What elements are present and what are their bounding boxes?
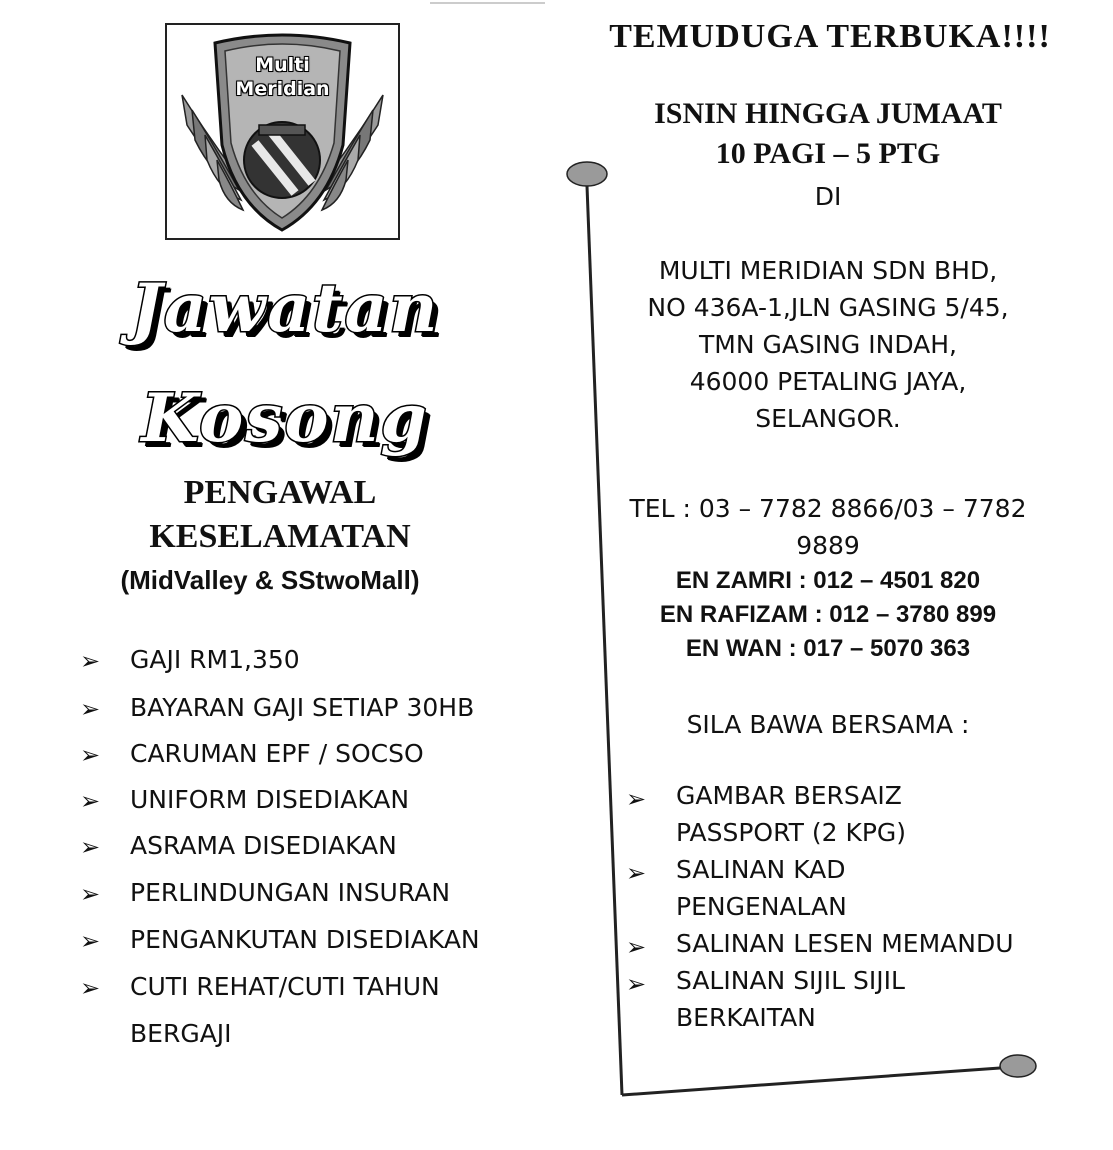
contact-rafizam: EN RAFIZAM : 012 – 3780 899 [659, 601, 997, 628]
arrow-bullet-icon: ➢ [626, 970, 647, 998]
logo-text-line2: Meridian [235, 78, 330, 100]
logo-text-line1: Multi [255, 54, 310, 76]
bring-item1-line2: PASSPORT (2 KPG) [676, 818, 907, 847]
arrow-bullet-icon: ➢ [80, 880, 101, 908]
benefit-item: CUTI REHAT/CUTI TAHUN [130, 972, 440, 1001]
address-line1: MULTI MERIDIAN SDN BHD, [658, 256, 998, 285]
bring-item4-line2: BERKAITAN [676, 1003, 816, 1032]
company-logo [165, 23, 400, 240]
address-line2: NO 436A-1,JLN GASING 5/45, [647, 293, 1009, 322]
benefit-item: PENGANKUTAN DISEDIAKAN [130, 925, 480, 954]
benefit-item: CARUMAN EPF / SOCSO [130, 739, 424, 768]
benefit-item: ASRAMA DISEDIAKAN [130, 831, 397, 860]
bring-item2-line1: SALINAN KAD [676, 855, 846, 884]
tel-line2: 9889 [796, 531, 860, 560]
benefit-item: UNIFORM DISEDIAKAN [130, 785, 410, 814]
bring-item3: SALINAN LESEN MEMANDU [676, 929, 1014, 958]
arrow-bullet-icon: ➢ [626, 859, 647, 887]
headline-jawatan: Jawatan [130, 269, 440, 347]
arrow-bullet-icon: ➢ [626, 785, 647, 813]
position-title-line2: KESELAMATAN [149, 518, 411, 555]
arrow-bullet-icon: ➢ [80, 741, 101, 769]
benefit-item: BAYARAN GAJI SETIAP 30HB [130, 693, 475, 722]
contact-zamri: EN ZAMRI : 012 – 4501 820 [675, 567, 981, 594]
arrow-bullet-icon: ➢ [80, 927, 101, 955]
scan-line-top [430, 2, 545, 4]
arrow-bullet-icon: ➢ [80, 787, 101, 815]
benefit-item-continued: BERGAJI [130, 1019, 232, 1048]
interview-hours: 10 PAGI – 5 PTG [715, 137, 941, 170]
address-line3: TMN GASING INDAH, [699, 330, 957, 359]
interview-title: TEMUDUGA TERBUKA!!!! [609, 18, 1051, 55]
address-line5: SELANGOR. [755, 404, 901, 433]
position-locations: (MidValley & SStwoMall) [120, 565, 420, 595]
benefit-item: PERLINDUNGAN INSURAN [130, 878, 451, 907]
tel-line1: TEL : 03 – 7782 8866/03 – 7782 [629, 494, 1027, 523]
arrow-bullet-icon: ➢ [80, 833, 101, 861]
interview-at: DI [814, 182, 842, 211]
headline-kosong: Kosong [141, 379, 429, 457]
bring-item1-line1: GAMBAR BERSAIZ [676, 781, 902, 810]
bring-item2-line2: PENGENALAN [676, 892, 847, 921]
arrow-bullet-icon: ➢ [80, 695, 101, 723]
interview-days: ISNIN HINGGA JUMAAT [654, 97, 1002, 130]
arrow-bullet-icon: ➢ [80, 974, 101, 1002]
arrow-bullet-icon: ➢ [80, 647, 101, 675]
position-title-line1: PENGAWAL [183, 474, 377, 511]
contact-wan: EN WAN : 017 – 5070 363 [685, 635, 971, 662]
arrow-bullet-icon: ➢ [626, 933, 647, 961]
bring-item4-line1: SALINAN SIJIL SIJIL [676, 966, 905, 995]
bring-title: SILA BAWA BERSAMA : [686, 710, 970, 739]
benefit-item: GAJI RM1,350 [130, 645, 300, 674]
address-line4: 46000 PETALING JAYA, [689, 367, 967, 396]
